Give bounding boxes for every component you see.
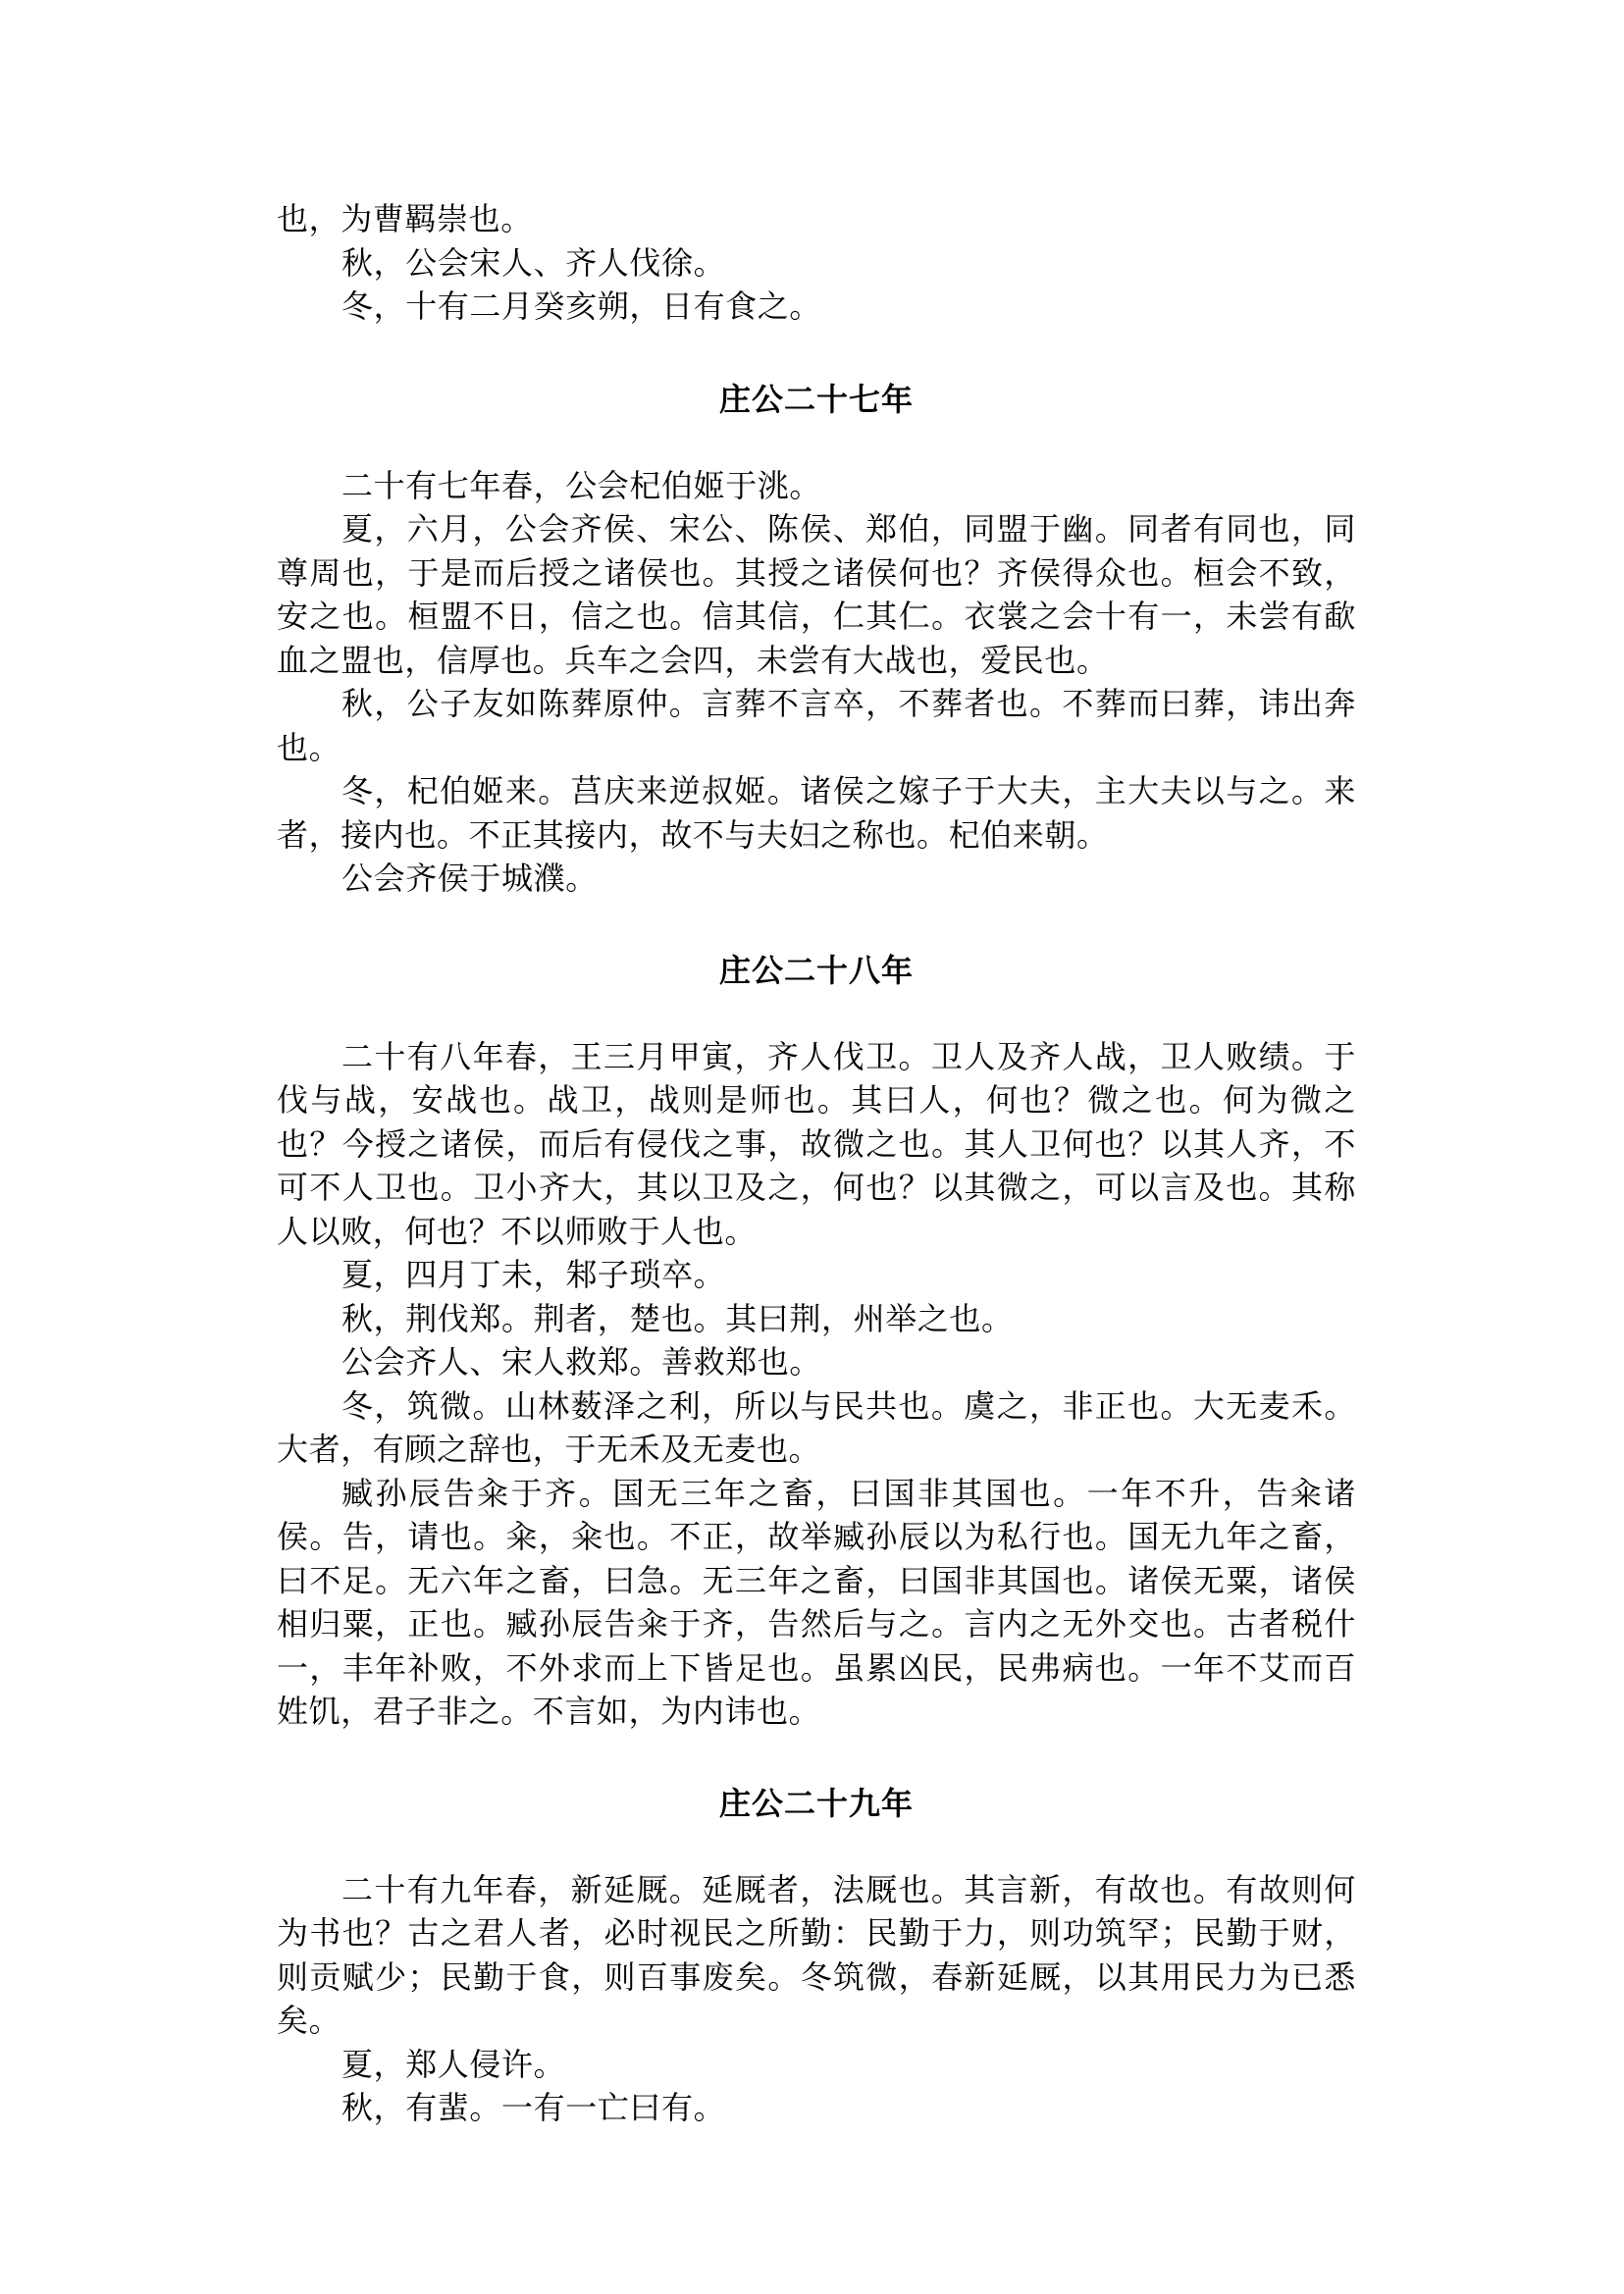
paragraph: 公会齐侯于城濮。	[341, 860, 598, 897]
paragraph: 二十有八年春，王三月甲寅，齐人伐卫。卫人及齐人战，卫人败绩。于伐与战，安战也。战卫，战则是师也。其曰人，何也？微之也。何为微之也？今授之诸侯，而后有侵伐之事，故微之也。其人卫何也？以其人齐，不可不人卫也。卫小齐大，其以卫及之，何也？以其微之，可以言及也。其称人以败，何也？不以师败于人也。	[277, 1037, 1356, 1250]
paragraph: 秋，有蜚。一有一亡曰有。	[341, 2089, 726, 2126]
paragraph: 二十有七年春，公会杞伯姬于洮。	[341, 466, 822, 504]
paragraph: 夏，四月丁未，邾子琐卒。	[341, 1256, 726, 1293]
paragraph: 公会齐人、宋人救郑。善救郑也。	[341, 1343, 822, 1381]
paragraph: 秋，荆伐郑。荆者，楚也。其曰荆，州举之也。	[341, 1299, 1014, 1337]
section-heading: 庄公二十七年	[718, 380, 914, 418]
paragraph: 秋，公子友如陈葬原仲。言葬不言卒，不葬者也。不葬而曰葬，讳出奔也。	[277, 685, 1356, 766]
section-zhuang-28	[277, 946, 1356, 1734]
paragraph: 冬，杞伯姬来。莒庆来逆叔姬。诸侯之嫁子于大夫，主大夫以与之。来者，接内也。不正其接内，故不与夫妇之称也。杞伯来朝。	[277, 772, 1356, 854]
document-page	[277, 197, 1356, 2130]
paragraph: 冬，筑微。山林薮泽之利，所以与民共也。虞之，非正也。大无麦禾。大者，有顾之辞也，于无禾及无麦也。	[277, 1386, 1356, 1468]
section-continued	[277, 197, 1356, 329]
section-heading: 庄公二十九年	[718, 1784, 914, 1822]
paragraph: 夏，六月，公会齐侯、宋公、陈侯、郑伯，同盟于幽。同者有同也，同尊周也，于是而后授之诸侯也。其授之诸侯何也？齐侯得众也。桓会不致，安之也。桓盟不日，信之也。信其信，仁其仁。衣裳之会十有一，未尝有歃血之盟也，信厚也。兵车之会四，未尝有大战也，爱民也。	[277, 510, 1356, 679]
paragraph: 臧孙辰告籴于齐。国无三年之畜，曰国非其国也。一年不升，告籴诸侯。告，请也。籴，籴也。不正，故举臧孙辰以为私行也。国无九年之畜，曰不足。无六年之畜，曰急。无三年之畜，曰国非其国也。诸侯无粟，诸侯相归粟，正也。臧孙辰告籴于齐，告然后与之。言内之无外交也。古者税什一，丰年补败，不外求而上下皆足也。虽累凶民，民弗病也。一年不艾而百姓饥，君子非之。不言如，为内讳也。	[277, 1474, 1356, 1730]
paragraph: 也，为曹羁崇也。	[277, 200, 533, 237]
section-zhuang-29	[277, 1779, 1356, 2130]
paragraph: 夏，郑人侵许。	[341, 2045, 566, 2083]
paragraph: 秋，公会宋人、齐人伐徐。	[341, 243, 726, 282]
paragraph: 冬，十有二月癸亥朔，日有食之。	[341, 287, 822, 325]
paragraph: 二十有九年春，新延厩。延厩者，法厩也。其言新，有故也。有故则何为书也？古之君人者，必时视民之所勤：民勤于力，则功筑罕；民勤于财，则贡赋少；民勤于食，则百事废矣。冬筑微，春新延厩，以其用民力为已悉矣。	[277, 1870, 1356, 2039]
section-heading: 庄公二十八年	[718, 951, 914, 989]
section-zhuang-27	[277, 375, 1356, 901]
